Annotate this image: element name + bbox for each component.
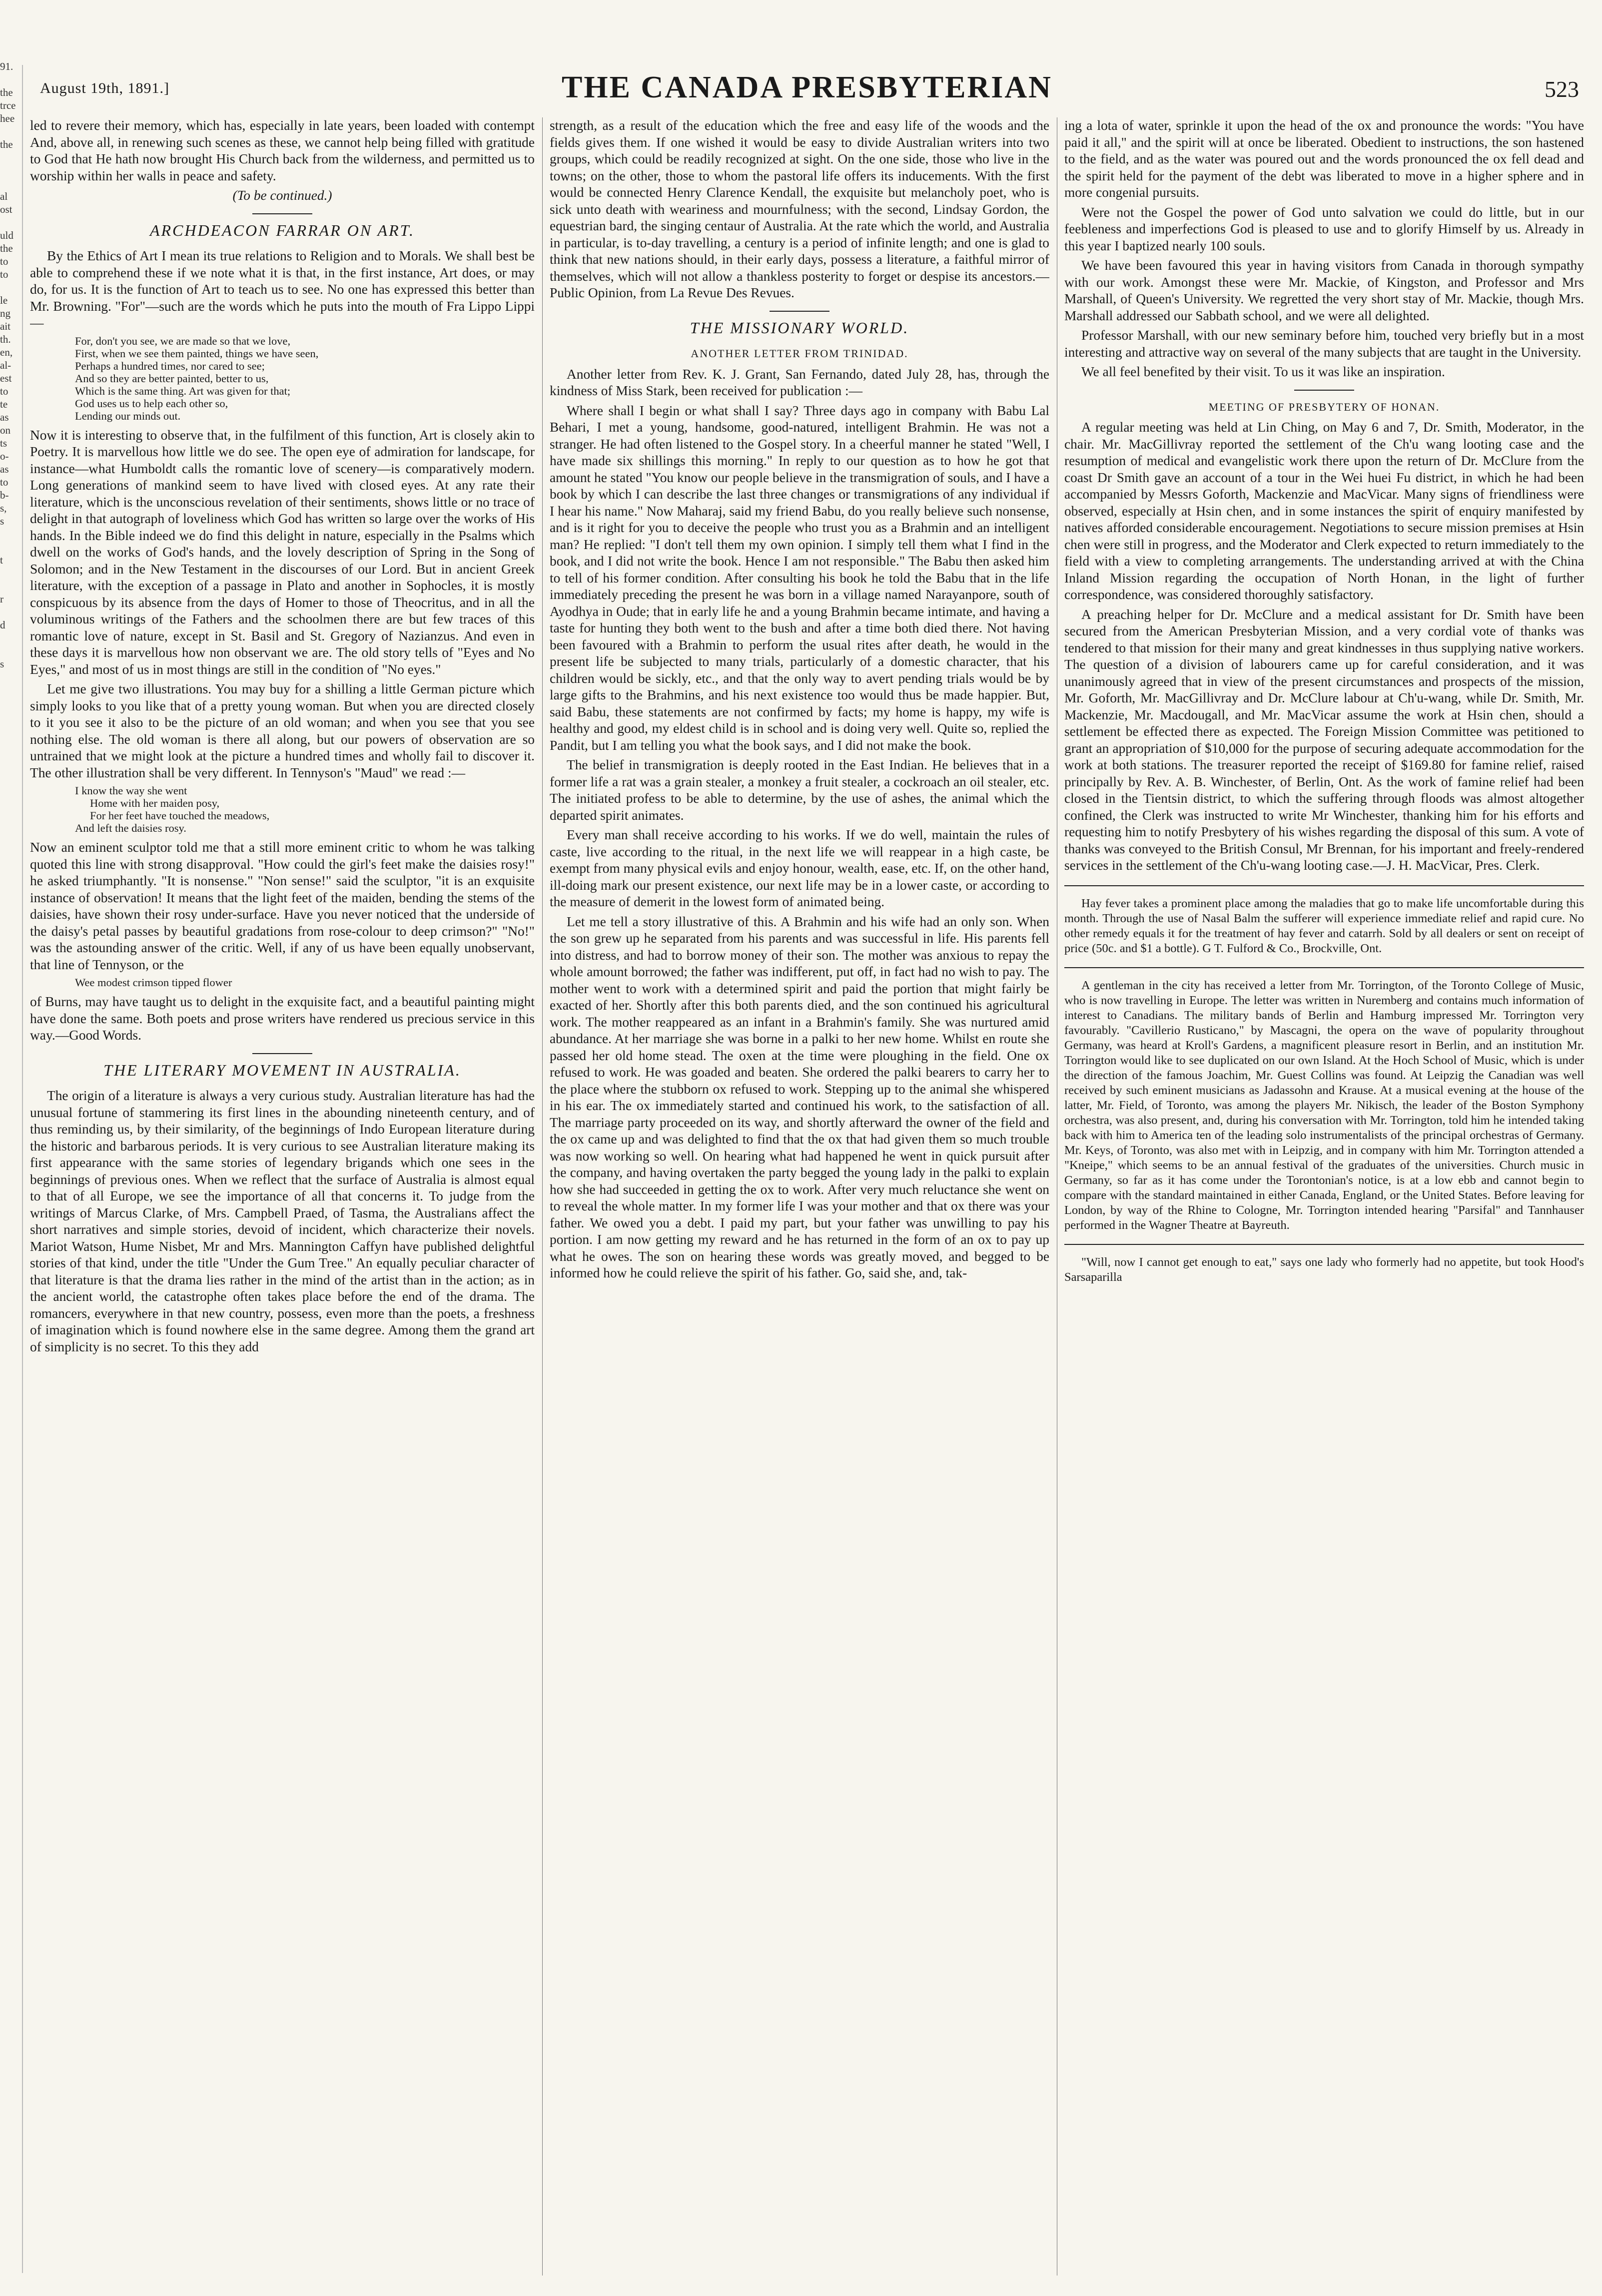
poem-line: Lending our minds out. xyxy=(75,409,181,422)
margin-fragment: as xyxy=(0,463,9,475)
section-divider xyxy=(1064,885,1584,886)
poem-quotation xyxy=(75,784,535,834)
margin-fragment xyxy=(0,164,19,177)
margin-fragment: b- xyxy=(0,489,9,501)
section-divider xyxy=(252,213,312,214)
article-paragraph: We all feel benefited by their visit. To us it was like an inspiration. xyxy=(1081,364,1445,379)
notice-paragraph: "Will, now I cannot get enough to eat," says one lady who formerly had no appetite, but took Hood's Sarsaparilla xyxy=(1064,1255,1584,1284)
margin-fragment: te xyxy=(0,398,8,410)
column-rule xyxy=(542,117,543,2276)
article-paragraph: Another letter from Rev. K. J. Grant, San Fernando, dated July 28, has, through the kindness of Miss Stark, been received for publication :— xyxy=(550,366,1049,398)
margin-fragment: 91. xyxy=(0,60,13,72)
article-paragraph: strength, as a result of the education which the free and easy life of the woods and the fields gives them. If one wished it would be easy to divide Australian writers into two groups, which could be readily recognized at sight. On the one side, those who live in the towns; on the other, those to whom the pastoral life offers its inducements. With the first would be connected Henry Clarence Kendall, the exquisite but melancholy poet, who is sick unto death with weariness and mournfulness; with the second, Lindsay Gordon, the equestrian bard, the singing centaur of Australia. At the rate which the world, and Australia in particular, is to-day travelling, a century is a period of infinite length; and one is glad to think that new nations should, in their early days, possess a literature, a faithful mirror of themselves, which will not allow a thankless posterity to forget or despise its ancestors.—Public Opinion, from La Revue Des Revues. xyxy=(550,118,1049,300)
margin-fragment: to xyxy=(0,255,8,267)
margin-fragment xyxy=(0,151,19,164)
article-paragraph: Professor Marshall, with our new seminary before him, touched very briefly but in a most interesting and attractive way on several of the many subjects that are taught in the University. xyxy=(1064,328,1584,360)
margin-fragment xyxy=(0,579,19,592)
article-heading-missionary: THE MISSIONARY WORLD. xyxy=(690,318,909,337)
issue-date: August 19th, 1891.] xyxy=(40,80,169,96)
margin-fragment: al- xyxy=(0,359,11,371)
margin-fragment: t xyxy=(0,554,3,566)
poem-line: For, don't you see, we are made so that we love, xyxy=(75,334,291,347)
margin-fragment xyxy=(0,125,19,138)
section-divider xyxy=(1294,390,1354,391)
article-paragraph: Every man shall receive according to his works. If we do well, maintain the rules of caste, live according to the ritual, in the next life we will reappear in a high caste, be exempt from many physical evils and enjoy honour, wealth, ease, etc. If, on the other hand, ill-doing mark our present existence, our next life may be in a lower caste, or according to the measure of demerit in the lowest form of animated being. xyxy=(550,827,1049,909)
article-paragraph: Were not the Gospel the power of God unto salvation we could do little, but in our feebleness and imperfections God is pleased to use and to glorify Himself by us. Already in this year I baptized nearly 100 souls. xyxy=(1064,204,1584,253)
margin-fragment: r xyxy=(0,593,3,605)
left-margin-fragments xyxy=(0,60,19,683)
poem-line: Which is the same thing. Art was given for that; xyxy=(75,384,291,397)
margin-fragment xyxy=(0,281,19,294)
article-paragraph: Where shall I begin or what shall I say? Three days ago in company with Babu Lal Behari, I met a young, handsome, good-natured, intelligent Brahmin. He was not a stranger. He had often listened to the Gospel story. In a cheerful manner he stated "Well, I have made six shillings this morning." In reply to our question as to how he got that amount he stated "You know our people believe in the transmigration of souls, and I have a book by which I can describe the last three changes or transmigrations of any individual if I hear his name." Now Maharaj, said my friend Babu, do you really believe such nonsense, and is it right for you to deceive the people who trust you as a Brahmin and an intelligent man? He replied: "I don't tell them my own opinion. I simply tell them what I find in the book, and I did not write the book. Hence I am not responsible." The Babu then asked him to tell of his former condition. After consulting his book he told the Babu that in the life immediately preceding the present he was born in a village named Narayanpore, south of Ayodhya in Oude; that in early life he and a young Brahmin became intimate, and having a taste for hunting they both went to the bush and after a time both died there. Not having been favoured with a Brahmin to perform the usual rites after death, he would in the present life be subjected to many trials, particularly of a domestic character, that his children would be sickly, etc., and that the only way to avert pending trials would be by large gifts to the Brahmins, and his next existence too would thus be made happier. But, said Babu, these statements are not confirmed by facts; my home is happy, my wife is healthy and good, my eldest child is in school and is doing very well. Quite so, replied the Pandit, but I am telling you what the book says, and I did not make the book. xyxy=(550,403,1049,753)
article-subheading: ANOTHER LETTER FROM TRINIDAD. xyxy=(691,347,908,360)
margin-fragment: s xyxy=(0,515,4,527)
poem-line: Home with her maiden posy, xyxy=(90,797,220,809)
margin-fragment: le xyxy=(0,294,8,306)
margin-fragment: trce xyxy=(0,99,16,111)
section-divider xyxy=(770,311,829,312)
article-paragraph: The origin of a literature is always a very curious study. Australian literature has had the unusual fortune of stammering its first lines in the abounding nineteenth century, and of thus reminding us, by their similarity, of the beginnings of Indo European literature during the historic and barbarous periods. It is very curious to see Australian literature making its first appearance with the same stories of legendary brigands which one sees in the beginnings of previous ones. When we reflect that the surface of Australia is almost equal to that of all Europe, we see the importance of all that concerns it. To judge from the writings of Marcus Clarke, of Mrs. Campbell Praed, of Tasma, the Australians affect the short narratives and simple stories, devoid of incident, which characterize their novels. Mariot Watson, Hume Nisbet, Mr and Mrs. Mannington Caffyn have published delightful stories of that kind, under the title "Under the Gum Tree." An equally peculiar character of that literature is that the drama lies rather in the mind of the artist than in the action; as in the ancient world, the catastrophe often takes place before the end of the drama. The romancers, everywhere in that new country, possess, even more than the poets, a freshness of imagination which is found nowhere else in the same degree. Among them the grand art of simplicity is no secret. To this they add xyxy=(30,1088,535,1354)
margin-fragment: ait xyxy=(0,320,10,332)
article-heading-honan: MEETING OF PRESBYTERY OF HONAN. xyxy=(1208,400,1440,413)
margin-fragment: to xyxy=(0,385,8,397)
poem-line: And so they are better painted, better to us, xyxy=(75,372,269,385)
page-header xyxy=(30,68,1584,108)
margin-fragment: the xyxy=(0,138,13,150)
margin-fragment xyxy=(0,541,19,554)
section-divider xyxy=(1064,967,1584,968)
margin-fragment xyxy=(0,644,19,657)
poem-quotation xyxy=(75,976,535,989)
column-3 xyxy=(1064,117,1584,2276)
margin-fragment: hee xyxy=(0,112,15,124)
poem-line: And left the daisies rosy. xyxy=(75,822,186,834)
margin-fragment: ng xyxy=(0,307,10,319)
notice-paragraph: Hay fever takes a prominent place among the maladies that go to make life uncomfortable during this month. Through the use of Nasal Balm the sufferer will experience immediate relief and rapid cure. No other remedy equals it for the treatment of hay fever and catarrh. Sold by all dealers or sent on receipt of price (50c. and $1 a bottle). G T. Fulford & Co., Brockville, Ont. xyxy=(1064,896,1584,955)
article-heading-literary: THE LITERARY MOVEMENT IN AUSTRALIA. xyxy=(103,1061,461,1079)
margin-fragment: th. xyxy=(0,333,11,345)
margin-fragment: d xyxy=(0,619,5,631)
margin-fragment: to xyxy=(0,268,8,280)
margin-fragment xyxy=(0,177,19,190)
article-paragraph: We have been favoured this year in having visitors from Canada in thorough sympathy with our work. Amongst these were Mr. Mackie, of Kingston, and Professor and Mrs Marshall, of Queen's University. We regretted the very short stay of Mr. Mackie, though Mrs. Marshall addressed our Sabbath school, and we were all delighted. xyxy=(1064,258,1584,323)
margin-fragment: ts xyxy=(0,437,7,449)
margin-fragment: s xyxy=(0,658,4,670)
margin-fragment: the xyxy=(0,86,13,98)
poem-line: First, when we see them painted, things we have seen, xyxy=(75,347,319,360)
margin-fragment: the xyxy=(0,242,13,254)
article-paragraph: Now an eminent sculptor told me that a still more eminent critic to whom he was talking quoted this line with strong disapproval. "How could the girl's feet make the daisies rosy!" he asked triumphantly. "It is nonsense." "Non sense!" said the sculptor, "it is an exquisite instance of observation! It means that the light feet of the maiden, bending the stems of the daisies, have shown their rosy under-surface. Have you never noticed that the underside of the daisy's petal passes by beautiful gradations from rose-colour to deep crimson?" "No!" was the astounding answer of the critic. Well, if any of us have been equally unobservant, that line of Tennyson, or the xyxy=(30,840,535,972)
column-1 xyxy=(30,117,535,2276)
margin-fragment: as xyxy=(0,411,9,423)
margin-fragment xyxy=(0,216,19,229)
margin-fragment xyxy=(0,631,19,644)
margin-fragment: to xyxy=(0,476,8,488)
margin-fragment: uld xyxy=(0,229,13,241)
margin-fragment: al xyxy=(0,190,8,202)
poem-line: Wee modest crimson tipped flower xyxy=(75,976,232,989)
poem-line: For her feet have touched the meadows, xyxy=(90,809,270,822)
article-paragraph: Now it is interesting to observe that, in the fulfilment of this function, Art is closely akin to Poetry. It is marvellous how little we do see. The open eye of admiration for landscape, for instance—what Humboldt calls the romantic love of scenery—is comparatively modern. Long generations of mankind seem to have lived with closed eyes. At any rate their literature, which is the unconscious revelation of their sentiments, shows little or no trace of delight in that autograph of loveliness which God has written so large over the works of His hands. In the Bible indeed we do find this delight in nature, especially in the Psalms which dwell on the works of God's hands, and the lovely description of Spring in the Song of Solomon; and in the New Testament in the discourses of our Lord. But in ancient Greek literature, with the exception of a passage in Plato and another in Sophocles, it is mostly conspicuous by its absence from the days of Homer to those of Theocritus, and in all the voluminous writings of the Fathers and the schoolmen there are but few traces of this romantic love of nature, except in St. Basil and St. Gregory of Nazianzus. And even in these days it is marvellous how non observant we are. The old story tells of "Eyes and No Eyes," and most of us in most things are still in the condition of "No eyes." xyxy=(30,427,535,677)
article-paragraph: A preaching helper for Dr. McClure and a medical assistant for Dr. Smith have been secured from the American Presbyterian Mission, and a very cordial vote of thanks was tendered to that mission for their many and great kindnesses in thus supplying native workers. The question of a division of labourers came up for careful consideration, and it was unanimously agreed that in view of the present circumstances and prospects of the mission, Mr. Goforth, Mr. MacGillivray and Dr. McClure labour at Ch'u-wang, while Dr. Smith, Mr. Mackenzie, Mr. Macdougall, and Mr. MacVicar assume the work at Hsin chen, should a settlement be effected there as expected. The Foreign Mission Committee was petitioned to grant an appropriation of $10,000 for the purpose of securing adequate accommodation for the work at both stations. The treasurer reported the receipt of $169.80 for famine relief, raised principally by Rev. A. B. Winchester, of Berlin, Ont. As the work of famine relief had been closed in the Tientsin district, to which the suffering through floods was almost altogether confined, the Clerk was instructed to write Mr Winchester, thanking him for his efforts and requesting him to notify Presbytery of his wishes regarding the disposal of this sum. A vote of thanks was conveyed to the British Consul, Mr Brennan, for his important and freely-rendered services in the settlement of the Ch'u-wang looting case.—J. H. MacVicar, Pres. Clerk. xyxy=(1064,606,1584,873)
poem-line: Perhaps a hundred times, nor cared to see; xyxy=(75,359,265,372)
margin-fragment xyxy=(0,73,19,86)
continued-note: (To be continued.) xyxy=(232,188,332,203)
poem-line: God uses us to help each other so, xyxy=(75,397,228,410)
left-margin-rule xyxy=(22,65,23,2273)
margin-fragment xyxy=(0,567,19,579)
margin-fragment: est xyxy=(0,372,12,384)
article-paragraph: By the Ethics of Art I mean its true relations to Religion and to Morals. We shall best be able to comprehend these if we note what it is that, in the first instance, Art does, or may do, for us. It is the function of Art to teach us to see. No one has expressed this better than Mr. Browning. "For"—such are the words which he puts into the mouth of Fra Lippo Lippi— xyxy=(30,248,535,330)
poem-quotation xyxy=(75,335,535,422)
margin-fragment xyxy=(0,528,19,541)
section-divider xyxy=(252,1053,312,1054)
margin-fragment xyxy=(0,670,19,683)
notice-paragraph: A gentleman in the city has received a letter from Mr. Torrington, of the Toronto College of Music, who is now travelling in Europe. The letter was written in Nuremberg and contains much information of interest to Canadians. The military bands of Berlin and Hamburg impressed Mr. Torrington very favourably. "Cavillerio Rusticano," by Mascagni, the opera on the wave of popularity throughout Germany, was heard at Kroll's Gardens, a magnificent pleasure resort in Berlin, and an institution Mr. Torrington would like to see duplicated on our own Island. At the Hoch School of Music, which is under the direction of the famous Joachim, Mr. Guest Collins was found. At Leipzig the Canadian was well received by such eminent musicians as Jadassohn and Krause. At a musical evening at the house of the latter, Mr. Field, of Toronto, was among the players Mr. Nikisch, the leader of the Boston Symphony orchestra, was also present, and, during his conversation with Mr. Torrington, told him he intended taking back with him to America ten of the leading solo instrumentalists of the principal orchestras of Germany. Mr. Keys, of Toronto, was also met with in Leipzig, and in company with him Mr. Torrington attended a "Kneipe," which seems to be an annual festival of the graduates of the universities. Church music in Germany, so far as it has come under the Torontonian's notice, is at a low ebb and cannot begin to compare with the standard maintained in either Canada, England, or the United States. Before leaving for London, by way of the Rhine to Cologne, Mr. Torrington intended hearing "Parsifal" and Tannhauser performed in the Wagner Theatre at Bayreuth. xyxy=(1064,978,1584,1232)
masthead-title: THE CANADA PRESBYTERIAN xyxy=(562,70,1052,104)
margin-fragment: s, xyxy=(0,502,7,514)
section-divider xyxy=(1064,1244,1584,1245)
margin-fragment: on xyxy=(0,424,10,436)
page-number: 523 xyxy=(1545,76,1579,102)
poem-line: I know the way she went xyxy=(75,784,187,797)
margin-fragment xyxy=(0,605,19,618)
article-paragraph: A regular meeting was held at Lin Ching, on May 6 and 7, Dr. Smith, Moderator, in the chair. Mr. MacGillivray reported the settlement of the Ch'u wang looting case and the resumption of medical and evangelistic work there upon the return of Dr. McClure from the coast Dr Smith gave an account of a tour in the Wei huei Fu district, in which he had been accompanied by Messrs Goforth, Mackenzie and MacVicar. Many signs of friendliness were observed, especially at Hsin chen, and in some instances the spirit of enquiry manifested by natives afforded considerable encouragement. Negotiations to secure mission premises at Hsin chen were still in progress, and the Moderator and Clerk expected to return immediately to the field with a view to completing arrangements. The understanding arrived at with the China Inland Mission regarding the occupation of North Honan, in the light of further correspondence, was considered thoroughly satisfactory. xyxy=(1064,420,1584,602)
article-paragraph: of Burns, may have taught us to delight in the exquisite fact, and a beautiful painting might have done the same. Both poets and prose writers have rendered us precious service in this way.—Good Words. xyxy=(30,994,535,1043)
article-heading-farrar: ARCHDEACON FARRAR ON ART. xyxy=(149,221,415,239)
article-paragraph: Let me give two illustrations. You may buy for a shilling a little German picture which simply looks to you like that of a pretty young woman. But when you are directed closely to it you see it also to be the picture of an old woman; and when you see that you see nothing else. The old woman is there all along, but our powers of observation are so untrained that we might look at the picture a hundred times and wholly fail to discover it. The other illustration shall be very different. In Tennyson's "Maud" we read :— xyxy=(30,681,535,780)
margin-fragment: en, xyxy=(0,346,13,358)
column-2 xyxy=(550,117,1049,2276)
article-paragraph: led to revere their memory, which has, especially in late years, been loaded with contempt And, above all, in renewing such scenes as these, we cannot help being filled with gratitude to God that He hath now brought His Church back from the wilderness, and permitted us to worship within her walls in peace and safety. xyxy=(30,118,535,183)
margin-fragment: ost xyxy=(0,203,12,215)
article-paragraph: Let me tell a story illustrative of this. A Brahmin and his wife had an only son. When the son grew up he separated from his parents and was successful in life. His parents fell into distress, and had to borrow money of their son. The mother was anxious to repay the whole amount borrowed; the father was indifferent, put off, in fact had no wish to pay. The mother went to work with a determined spirit and paid the portion that might fairly be exacted of her. Shortly after this both parents died, and the son continued his agricultural work. The mother reappeared as an infant in a Brahmin's family. She was nurtured amid abundance. At her marriage she was borne in a palki to her new home. Whilst en route she passed her old home stead. The oxen at the time were ploughing in the field. One ox refused to work. He was goaded and beaten. She ordered the palki bearers to carry her to the place where the stubborn ox refused to work. Stepping up to the animal she whispered in his ear. The ox immediately started and continued his work, to the satisfaction of all. The marriage party proceeded on its way, and shortly afterward the owner of the field and the ox came up and was delighted to find that the ox that had given them so much trouble was now working so well. On hearing what had happened he went in quick pursuit after the company, and having overtaken the party begged the young lady in the palki to explain how she had succeeded in getting the ox to work. After very much reluctance she went on to reveal the whole matter. In my former life I was your mother and that ox there was your father. We owed you a debt. I paid my part, but your father was unwilling to pay his portion. I am now getting my reward and he has returned in the form of an ox to pay up what he owes. The son on hearing these words was greatly moved, and begged to be informed how he could relieve the spirit of his father. Go, said she, and, tak- xyxy=(550,914,1049,1280)
article-paragraph: ing a lota of water, sprinkle it upon the head of the ox and pronounce the words: "You have paid it all," and the spirit will at once be liberated. Obedient to instructions, the son hastened to the field, and as the water was poured out and the words pronounced the ox fell dead and the spirit held for the payment of the debt was liberated to move in a higher sphere and in more congenial pursuits. xyxy=(1064,118,1584,200)
article-paragraph: The belief in transmigration is deeply rooted in the East Indian. He believes that in a former life a rat was a grain stealer, a monkey a fruit stealer, a cockroach an oil stealer, etc. The initiated profess to be able to determine, by the use of ashes, the animal which the departed spirit animates. xyxy=(550,757,1049,823)
margin-fragment: o- xyxy=(0,450,9,462)
